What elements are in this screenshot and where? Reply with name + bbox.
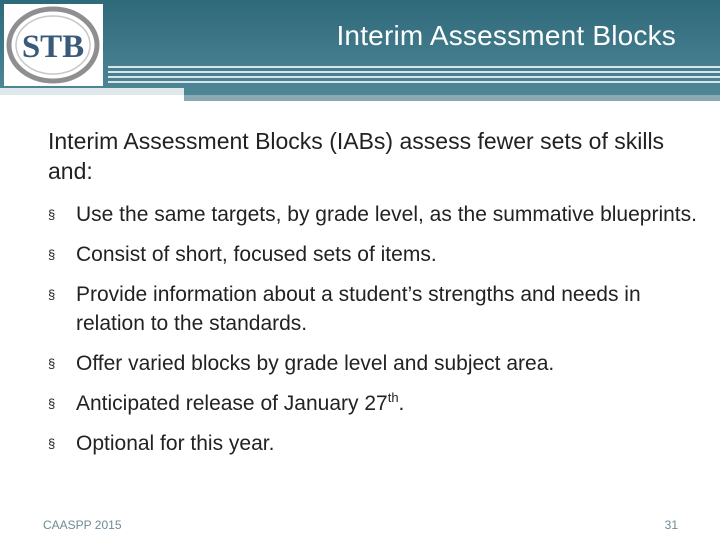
- bullet-item: [48, 240, 698, 269]
- bullet-item: [48, 280, 698, 338]
- bullet-superscript: th: [387, 390, 399, 405]
- bullet-marker-icon: §: [48, 436, 56, 451]
- header-rule: [108, 71, 720, 73]
- header-rule: [108, 76, 720, 78]
- bullet-list: [48, 200, 698, 469]
- bullet-item: [48, 349, 698, 378]
- header-bar: [0, 0, 720, 95]
- stb-logo-mark: [4, 4, 103, 86]
- bullet-text: Use the same targets, by grade level, as the summative blueprints.: [76, 203, 697, 226]
- bullet-marker-icon: §: [48, 356, 56, 371]
- logo-text: STB: [21, 29, 85, 65]
- bullet-suffix: .: [398, 392, 405, 415]
- header-lower-bar: [0, 88, 184, 95]
- bullet-text: Optional for this year.: [76, 432, 275, 455]
- header-shadow-strip: [184, 95, 720, 101]
- page-number: 31: [664, 518, 678, 532]
- bullet-text: Anticipated release of January 27: [76, 392, 388, 415]
- bullet-marker-icon: §: [48, 287, 56, 302]
- header-rules: [108, 66, 720, 86]
- header-rule: [108, 66, 720, 68]
- stb-logo: [4, 4, 103, 86]
- bullet-marker-icon: §: [48, 207, 56, 222]
- footer-label: CAASPP 2015: [43, 518, 122, 532]
- bullet-item: [48, 389, 698, 418]
- bullet-text: Offer varied blocks by grade level and subject area.: [76, 352, 555, 375]
- header-rule: [108, 81, 720, 83]
- bullet-item: [48, 200, 698, 229]
- bullet-item: [48, 429, 698, 458]
- intro-text: Interim Assessment Blocks (IABs) assess fewer sets of skills and:: [48, 128, 665, 184]
- slide-title: Interim Assessment Blocks: [336, 20, 676, 51]
- bullet-marker-icon: §: [48, 247, 56, 262]
- bullet-marker-icon: §: [48, 396, 56, 411]
- bullet-text: Provide information about a student’s strengths and needs in relation to the standards.: [76, 283, 641, 335]
- bullet-text: Consist of short, focused sets of items.: [76, 243, 437, 266]
